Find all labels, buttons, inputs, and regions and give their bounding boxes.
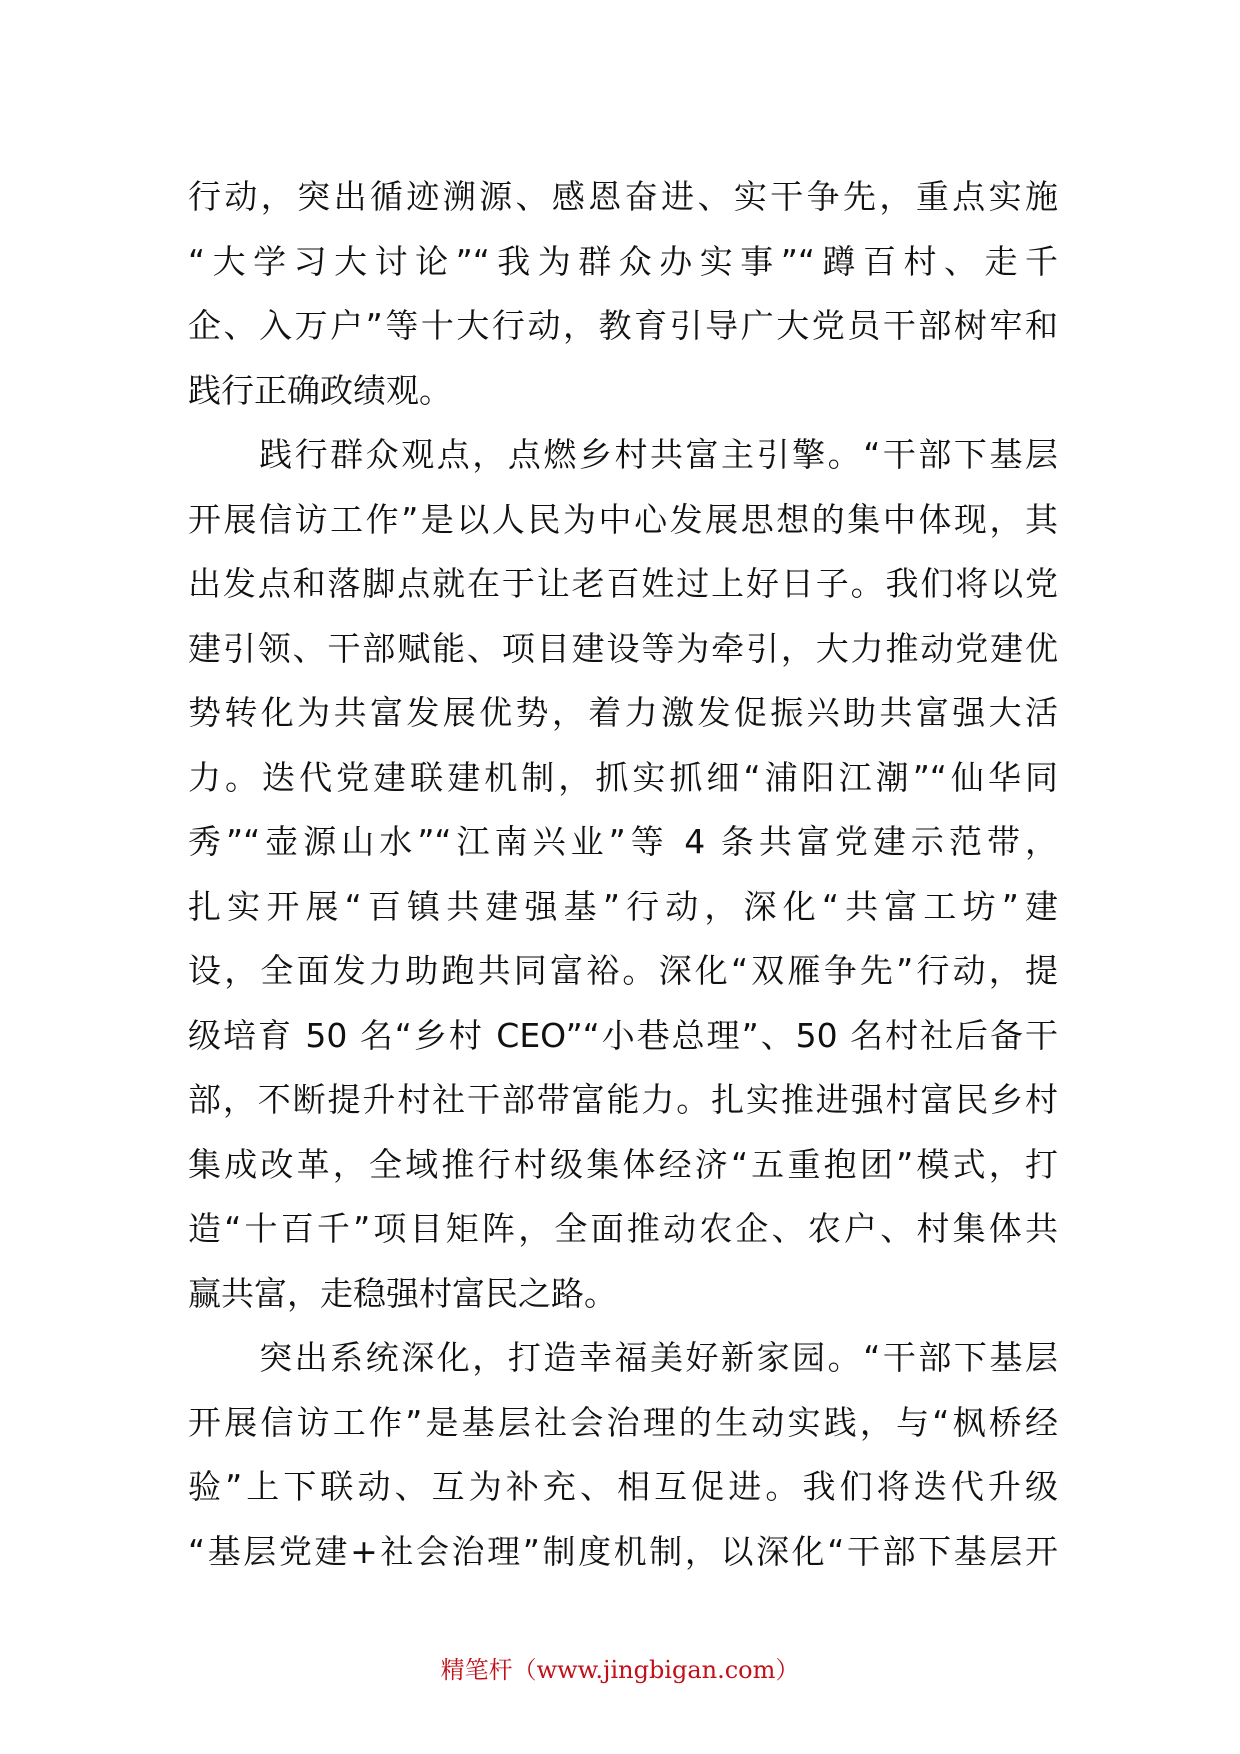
text-line: 开展信访工作”是基层社会治理的生动实践，与“枫桥经 <box>188 1402 1058 1442</box>
text-line: “基层党建+社会治理”制度机制，以深化“干部下基层开 <box>188 1531 1058 1571</box>
text-line: 设，全面发力助跑共同富裕。深化“双雁争先”行动，提 <box>188 951 1058 990</box>
text-line: 企、入万户”等十大行动，教育引导广大党员干部树牢和 <box>188 306 1058 345</box>
paragraph-heading-line: 突出系统深化，打造幸福美好新家园。“干部下基层 <box>188 1338 1058 1377</box>
text-line: 势转化为共富发展优势，着力激发促振兴助共富强大活 <box>188 693 1058 732</box>
text-line: 践行正确政绩观。 <box>188 370 452 410</box>
text-line: 部，不断提升村社干部带富能力。扎实推进强村富民乡村 <box>188 1080 1058 1119</box>
text-line: 出发点和落脚点就在于让老百姓过上好日子。我们将以党 <box>188 564 1058 603</box>
text-line: 验”上下联动、互为补充、相互促进。我们将迭代升级 <box>188 1467 1058 1506</box>
text-line: 开展信访工作”是以人民为中心发展思想的集中体现，其 <box>188 499 1058 539</box>
body-text <box>188 165 1058 1584</box>
text-line: 级培育 50 名“乡村 CEO”“小巷总理”、50 名村社后备干 <box>188 1015 1058 1055</box>
text-line: 造“十百千”项目矩阵，全面推动农企、农户、村集体共 <box>188 1209 1058 1248</box>
paragraph-heading-line: 践行群众观点，点燃乡村共富主引擎。“干部下基层 <box>188 435 1058 474</box>
text-line: 建引领、干部赋能、项目建设等为牵引，大力推动党建优 <box>188 628 1058 668</box>
text-line: 行动，突出循迹溯源、感恩奋进、实干争先，重点实施 <box>188 177 1058 216</box>
footer-watermark: 精笔杆（www.jingbigan.com） <box>440 1656 800 1684</box>
text-line: 力。迭代党建联建机制，抓实抓细“浦阳江潮”“仙华同 <box>188 757 1058 797</box>
text-line: 赢共富，走稳强村富民之路。 <box>188 1273 617 1313</box>
text-line: 集成改革，全域推行村级集体经济“五重抱团”模式，打 <box>188 1144 1058 1184</box>
text-line: “大学习大讨论”“我为群众办实事”“蹲百村、走千 <box>188 241 1058 281</box>
text-line: 秀”“壶源山水”“江南兴业”等 4 条共富党建示范带， <box>188 822 1058 861</box>
text-line: 扎实开展“百镇共建强基”行动，深化“共富工坊”建 <box>188 886 1058 926</box>
